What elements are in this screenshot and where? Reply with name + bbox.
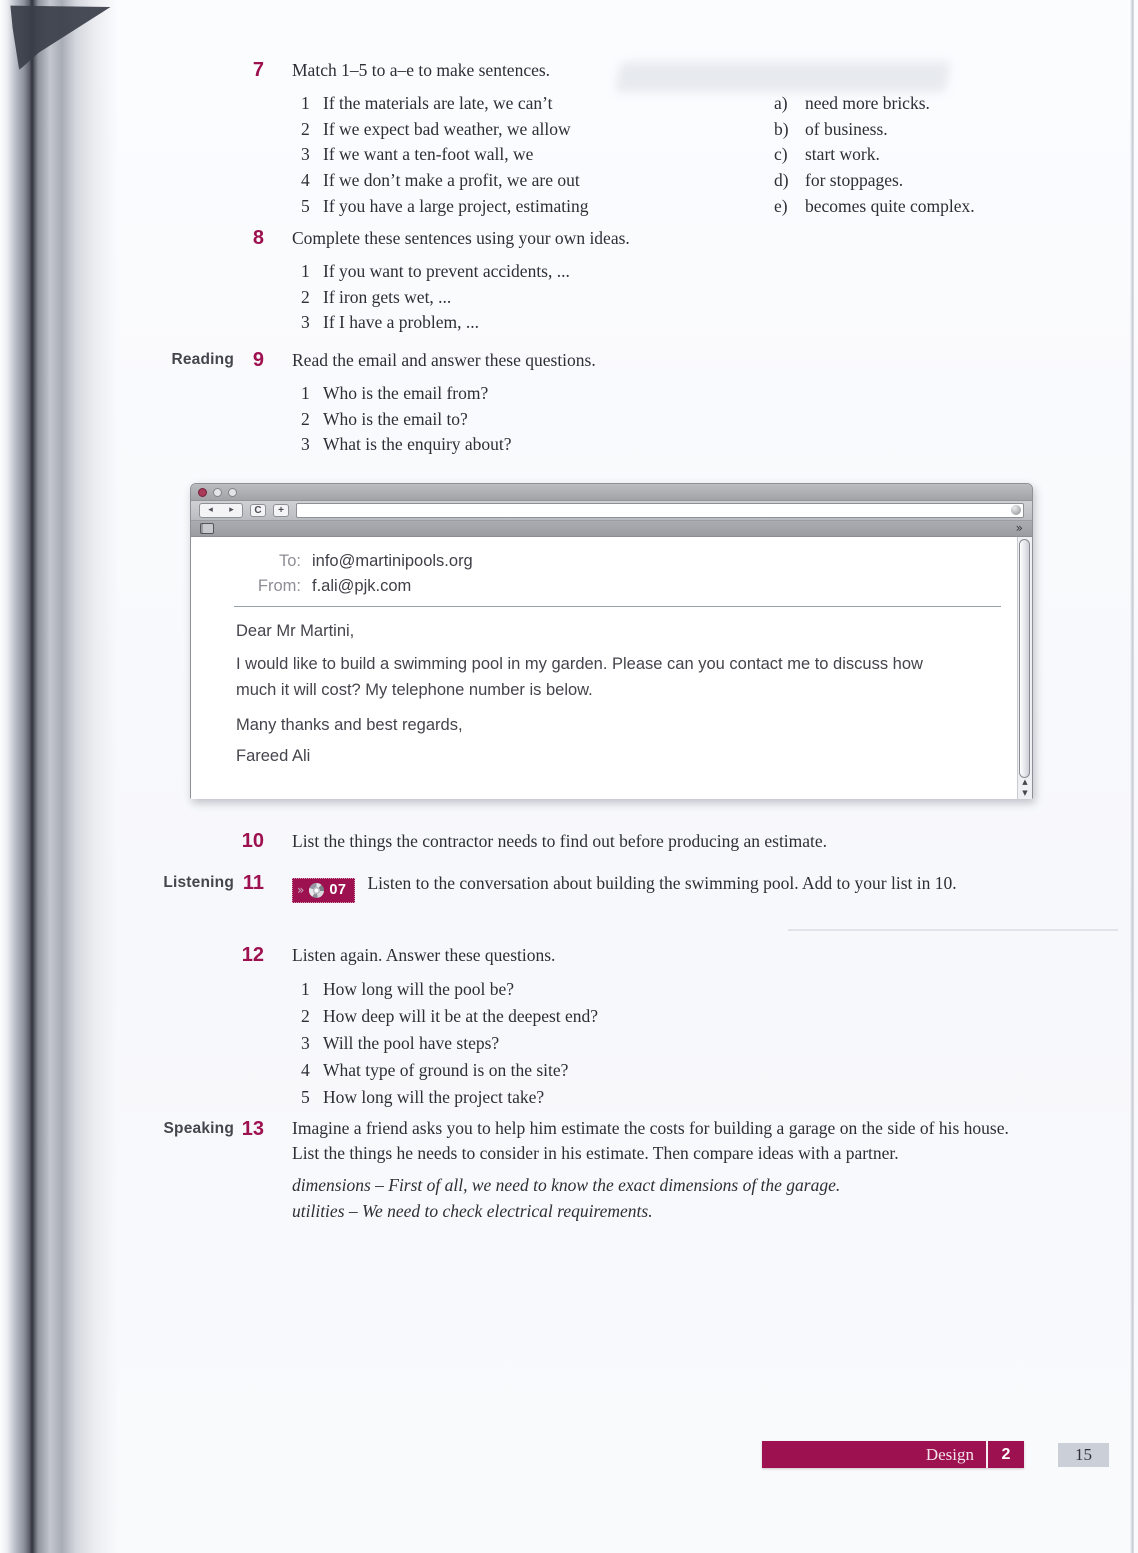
item-number: 5 <box>301 1087 310 1107</box>
browser-toolbar <box>191 501 1032 521</box>
option-letter: d) <box>774 170 789 191</box>
item-number: 1 <box>301 979 310 999</box>
exercise-title: Imagine a friend asks you to help him estimate the costs for building a garage on the side of his house. List the things he needs to consider in his estimate. Then compare ideas with a partner. <box>292 1118 1009 1163</box>
from-value: f.ali@pjk.com <box>312 577 412 595</box>
email-signature: Fareed Ali <box>236 747 311 765</box>
option-letter: c) <box>774 144 788 165</box>
question-row <box>301 976 1032 1003</box>
skill-label-listening: Listening <box>163 874 234 891</box>
question-row <box>301 407 1032 433</box>
address-bar-input[interactable] <box>296 503 1024 518</box>
exercise-13 <box>140 1116 1032 1224</box>
exercise-number: 9 <box>252 349 264 371</box>
item-text: If I have a problem, ... <box>323 312 479 333</box>
exercise-number: 11 <box>242 872 264 894</box>
email-header-divider <box>234 606 1001 607</box>
exercise-10 <box>140 828 1032 854</box>
audio-track-number: 07 <box>329 882 347 898</box>
email-closing: Many thanks and best regards, <box>236 716 463 734</box>
exercise-title: Listen again. Answer these questions. <box>292 945 556 965</box>
nav-button-group[interactable] <box>199 503 243 518</box>
option-text: for stoppages. <box>805 170 904 191</box>
item-text: Will the pool have steps? <box>323 1033 500 1053</box>
question-row <box>301 432 1032 458</box>
question-row <box>301 310 1032 336</box>
item-number: 3 <box>301 434 310 455</box>
question-list <box>292 381 1032 458</box>
item-text: What type of ground is on the site? <box>323 1060 569 1080</box>
exercise-number: 7 <box>252 59 264 81</box>
item-number: 4 <box>301 170 310 191</box>
item-number: 1 <box>301 261 310 281</box>
back-icon[interactable]: ◂ <box>208 505 213 515</box>
exercise-number: 12 <box>241 944 264 966</box>
question-row <box>301 381 1032 407</box>
question-list <box>292 976 1032 1111</box>
item-text: Who is the email from? <box>323 383 489 403</box>
item-number: 2 <box>301 118 310 139</box>
email-greeting: Dear Mr Martini, <box>236 622 355 640</box>
exercise-title: Listen to the conversation about building the swimming pool. Add to your list in 10. <box>367 873 957 893</box>
exercise-title: Read the email and answer these questions. <box>292 350 596 370</box>
item-number: 5 <box>301 195 310 216</box>
match-row <box>301 91 1032 117</box>
question-row <box>301 1057 1032 1084</box>
print-bleed-line <box>788 929 1118 931</box>
exercise-7 <box>140 57 1032 220</box>
unit-footer-bar <box>762 1441 1024 1468</box>
item-text: How deep will it be at the deepest end? <box>323 1006 599 1026</box>
question-list <box>292 259 1032 336</box>
scrollbar-thumb[interactable] <box>1019 539 1030 778</box>
match-list <box>292 91 1032 220</box>
item-text: If you have a large project, estimating <box>323 195 589 216</box>
bookmarks-icon[interactable] <box>200 523 214 534</box>
item-text: If we don’t make a profit, we are out <box>323 170 580 191</box>
item-text: How long will the project take? <box>323 1087 545 1107</box>
unit-number: 2 <box>1001 1446 1011 1463</box>
item-number: 1 <box>301 93 310 113</box>
overflow-chevron-icon[interactable]: » <box>1015 521 1023 535</box>
audio-chevron-icon: » <box>297 883 305 897</box>
question-row <box>301 1030 1032 1057</box>
item-text: Who is the email to? <box>323 408 468 429</box>
book-spine <box>0 0 118 1553</box>
favicon-icon <box>1011 505 1021 515</box>
scroll-up-icon[interactable]: ▲ <box>1022 778 1028 786</box>
match-row <box>301 168 1032 194</box>
example-line: dimensions – First of all, we need to know the exact dimensions of the garage. <box>292 1175 841 1195</box>
match-row <box>301 142 1032 168</box>
exercise-9 <box>140 347 1032 458</box>
forward-icon[interactable]: ▸ <box>229 505 234 515</box>
option-text: start work. <box>805 144 880 165</box>
scrollbar-track[interactable] <box>1017 537 1032 799</box>
exercise-11 <box>140 870 1032 903</box>
item-text: If we want a ten-foot wall, we <box>323 144 534 165</box>
item-text: How long will the pool be? <box>323 979 515 999</box>
match-row <box>301 194 1032 220</box>
email-content-area <box>191 537 1032 799</box>
exercise-number: 13 <box>241 1118 264 1140</box>
exercise-12 <box>140 942 1032 1111</box>
example-sentences <box>292 1172 1010 1224</box>
item-number: 3 <box>301 1033 310 1053</box>
item-text: If you want to prevent accidents, ... <box>323 261 570 281</box>
audio-track-badge <box>292 878 355 903</box>
question-row <box>301 1003 1032 1030</box>
option-text: becomes quite complex. <box>805 195 975 216</box>
exercise-number: 8 <box>252 227 264 249</box>
to-value: info@martinipools.org <box>312 552 473 570</box>
option-text: need more bricks. <box>805 93 930 113</box>
email-header-from <box>236 574 977 599</box>
to-label: To: <box>278 552 301 570</box>
window-close-button[interactable] <box>198 488 207 497</box>
item-number: 3 <box>301 144 310 165</box>
item-text: If iron gets wet, ... <box>323 286 452 307</box>
window-minimize-button[interactable] <box>213 488 222 497</box>
item-number: 3 <box>301 312 310 333</box>
example-line: utilities – We need to check electrical requirements. <box>292 1201 653 1221</box>
email-paragraph: I would like to build a swimming pool in my garden. Please can you contact me to discuss how much it will cost? My telephone number is below. <box>236 655 923 699</box>
scroll-down-icon[interactable]: ▼ <box>1022 789 1028 797</box>
option-letter: e) <box>774 195 788 216</box>
item-text: If we expect bad weather, we allow <box>323 118 571 139</box>
question-row <box>301 285 1032 311</box>
window-zoom-button[interactable] <box>228 488 237 497</box>
window-titlebar[interactable] <box>191 484 1032 501</box>
exercise-title: Complete these sentences using your own ideas. <box>292 228 630 248</box>
page-edge-shadow <box>1130 0 1134 1553</box>
item-number: 1 <box>301 383 310 403</box>
exercise-title: Match 1–5 to a–e to make sentences. <box>292 60 551 80</box>
exercise-title: List the things the contractor needs to find out before producing an estimate. <box>292 831 828 851</box>
item-number: 2 <box>301 408 310 429</box>
match-row <box>301 117 1032 143</box>
option-letter: b) <box>774 118 789 139</box>
option-letter: a) <box>774 93 788 113</box>
skill-label-speaking: Speaking <box>163 1120 234 1137</box>
item-text: If the materials are late, we can’t <box>323 93 553 113</box>
add-icon[interactable]: + <box>273 504 289 517</box>
question-row <box>301 1084 1032 1111</box>
exercise-8 <box>140 225 1032 336</box>
item-number: 2 <box>301 286 310 307</box>
skill-label-reading: Reading <box>171 351 234 368</box>
email-header-to <box>236 549 977 574</box>
exercise-number: 10 <box>241 830 264 852</box>
option-text: of business. <box>805 118 888 139</box>
page-number: 15 <box>1058 1443 1109 1467</box>
reload-icon[interactable]: C <box>250 504 266 517</box>
bookmarks-bar <box>191 521 1032 537</box>
unit-label: Design <box>925 1445 974 1464</box>
item-number: 4 <box>301 1060 310 1080</box>
cd-icon <box>309 883 324 898</box>
from-label: From: <box>257 577 301 595</box>
item-text: What is the enquiry about? <box>323 434 512 455</box>
item-number: 2 <box>301 1006 310 1026</box>
email-browser-window <box>190 483 1033 799</box>
question-row <box>301 259 1032 285</box>
